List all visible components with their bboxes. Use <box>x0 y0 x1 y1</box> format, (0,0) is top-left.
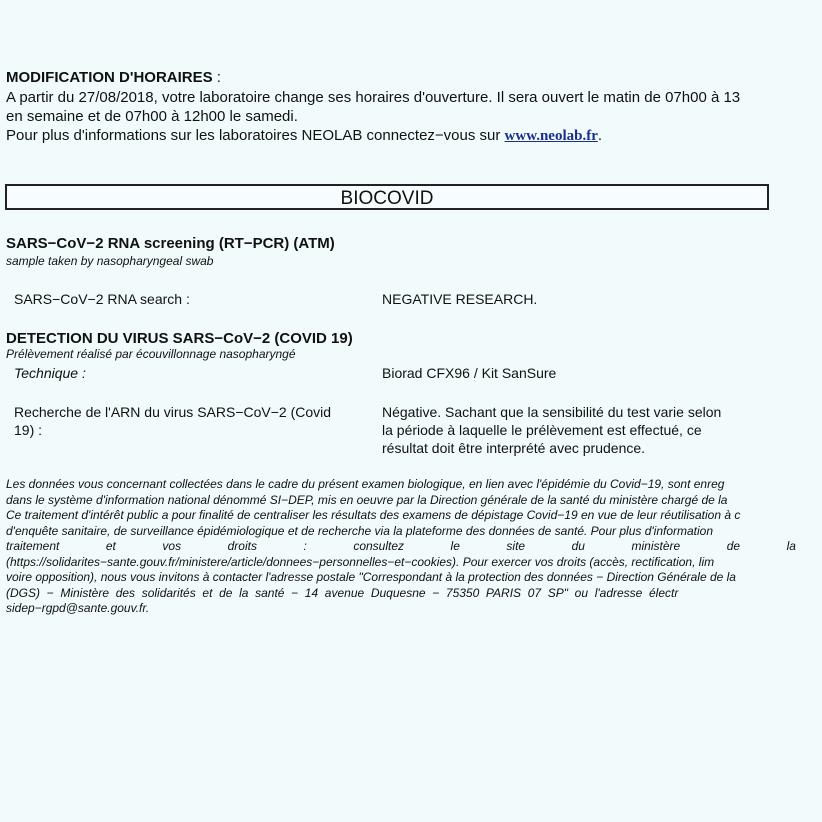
legal-word: vos <box>162 539 182 553</box>
test2-result-label-line-1: Recherche de l'ARN du virus SARS−CoV−2 (Covid <box>14 404 332 420</box>
legal-word: droits <box>227 539 257 553</box>
legal-line-1: Les données vous concernant collectées dans le cadre du présent examen biologique, en lien avec l'épidémie du Covid−19, sont enreg <box>6 477 725 491</box>
legal-line-6: (https://solidarites−sante.gouv.fr/ministere/article/donnees−personnelles−et−cookies). Pour exercer vos droits (accès, rectification, lim <box>6 554 715 569</box>
test2-result-label-line-2: 19) : <box>14 422 43 438</box>
notice-line-2: en semaine et de 07h00 à 12h00 le samedi. <box>6 108 298 125</box>
section-header-box <box>5 184 769 210</box>
notice-title-line <box>6 68 221 87</box>
test2-sample: Prélèvement réalisé par écouvillonnage nasopharyngé <box>6 347 296 361</box>
legal-line-7: voire opposition), nous vous invitons à contacter l'adresse postale "Correspondant à la protection des données − Direction Générale de la <box>6 570 736 584</box>
notice-line-3-suffix: . <box>597 127 603 144</box>
legal-line-8: (DGS) − Ministère des solidarités et de la santé − 14 avenue Duquesne − 75350 PARIS 07 SP" ou l'adresse électr <box>6 585 679 600</box>
legal-word: : <box>303 539 307 553</box>
legal-line-5 <box>6 539 796 555</box>
notice-line-3-prefix: Pour plus d'informations sur les laboratoires NEOLAB connectez−vous sur <box>6 127 505 144</box>
test2-title: DETECTION DU VIRUS SARS−CoV−2 (COVID 19) <box>6 330 353 347</box>
legal-word: et <box>105 539 116 553</box>
legal-word: le <box>450 539 460 553</box>
test1-sample: sample taken by nasopharyngeal swab <box>6 254 214 268</box>
test2-result-value-line-1: Négative. Sachant que la sensibilité du test varie selon <box>382 404 722 420</box>
legal-word: site <box>506 539 526 553</box>
section-title: BIOCOVID <box>340 188 434 209</box>
test1-value: NEGATIVE RESEARCH. <box>382 291 538 307</box>
legal-word: ministère <box>631 539 681 553</box>
legal-line-9: sidep−rgpd@sante.gouv.fr. <box>6 601 150 615</box>
legal-line-4: d'enquête sanitaire, de surveillance épidémiologique et de recherche via la plateforme des données de santé. Pour plus d'information <box>6 523 714 538</box>
notice-title: MODIFICATION D'HORAIRES <box>6 69 213 86</box>
notice-title-suffix: : <box>212 69 221 86</box>
legal-disclaimer <box>6 477 822 617</box>
legal-word: consultez <box>353 539 405 553</box>
notice-line-3 <box>6 126 602 146</box>
legal-line-2: dans le système d'information national dénommé SI−DEP, mis en oeuvre par la Direction générale de la santé du ministère chargé de la <box>6 492 728 507</box>
legal-word: la <box>786 539 796 553</box>
test2-result-value-line-3: résultat doit être interprété avec prudence. <box>382 440 646 456</box>
legal-word: de <box>726 539 741 553</box>
legal-word: du <box>571 539 585 553</box>
notice-line-1: A partir du 27/08/2018, votre laboratoire change ses horaires d'ouverture. Il sera ouvert le matin de 07h00 à 13 <box>6 89 741 106</box>
legal-word: traitement <box>6 539 60 553</box>
legal-line-3: Ce traitement d'intérêt public a pour finalité de centraliser les résultats des examens de dépistage Covid−19 en vue de leur réutilisation à c <box>6 508 741 522</box>
test2-result-value-line-2: la période à laquelle le prélèvement est effectué, ce <box>382 422 702 438</box>
test1-label: SARS−CoV−2 RNA search : <box>14 291 190 307</box>
test1-title: SARS−CoV−2 RNA screening (RT−PCR) (ATM) <box>6 235 335 252</box>
test2-technique-value: Biorad CFX96 / Kit SanSure <box>382 365 557 381</box>
neolab-link[interactable]: www.neolab.fr <box>504 128 598 144</box>
test2-technique-label: Technique : <box>14 365 86 381</box>
